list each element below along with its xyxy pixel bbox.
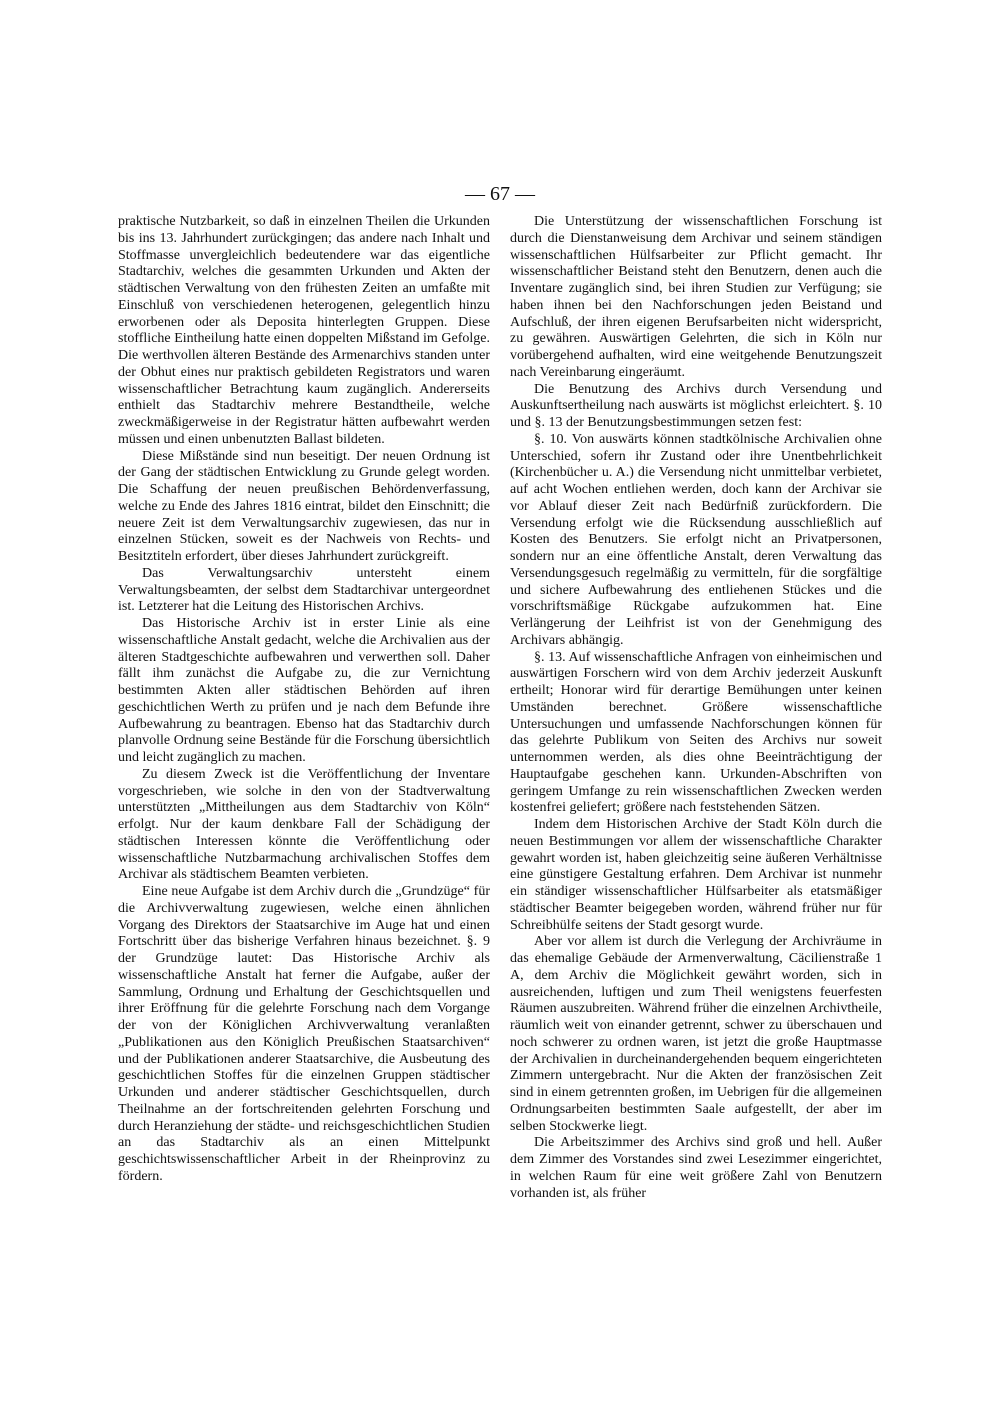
paragraph: §. 13. Auf wissenschaftliche Anfragen von einheimischen und auswärtigen Forschern wird von dem Archiv jederzeit Auskunft ertheilt; Honorar wird für derartige Bemühungen unter keinen Umständen berechnet. Größere wissenschaftliche Untersuchungen und umfassende Nachforschungen können für das gelehrte Publikum von Seiten des Archivs nur soweit unternommen werden, als dies ohne Beeinträchtigung der Hauptaufgabe geschehen kann. Urkunden-Abschriften von geringem Umfange zu rein wissenschaftlichen Zwecken werden kostenfrei geliefert; größere nach feststehenden Sätzen. <box>510 649 882 816</box>
paragraph: Das Verwaltungsarchiv untersteht einem Verwaltungsbeamten, der selbst dem Stadtarchivar untergeordnet ist. Letzterer hat die Leitung des Historischen Archivs. <box>118 565 490 615</box>
paragraph: Die Unterstützung der wissenschaftlichen Forschung ist durch die Dienstanweisung dem Archivar und seinem ständigen wissenschaftlichen Hülfsarbeiter zur Pflicht gemacht. Ihr wissenschaftlicher Beistand steht den Benutzern, denen auch die Inventare zugänglich sind, bei ihren Studien zur Verfügung; sie haben ihnen bei den Nachforschungen jeden Beistand und Aufschluß, der ihren eigenen Berufsarbeiten nicht widerspricht, zu gewähren. Auswärtigen Gelehrten, die sich in Köln nur vorübergehend aufhalten, wird eine weitgehende Benutzungszeit nach Vereinbarung eingeräumt. <box>510 214 882 380</box>
paragraph: §. 10. Von auswärts können stadtkölnische Archivalien ohne Unterschied, sofern ihr Zustand oder ihre Unentbehrlichkeit (Kirchenbücher u. A.) die Versendung nicht unmittelbar verbietet, auf acht Wochen entliehen werden, doch kann der Archivar sie vor Ablauf dieser Zeit nach Bedürfniß zurückfordern. Die Versendung erfolgt wie die Rücksendung ausschließlich auf Kosten des Benutzers. Sie erfolgt nicht an Privatpersonen, sondern nur an eine öffentliche Anstalt, deren Verwaltung das Versendungsgesuch regelmäßig zu vermitteln, für die sorgfältige und sichere Aufbewahrung des entliehenen Stückes und die vorschriftsmäßige Rückgabe aufzukommen hat. Eine Verlängerung der Leihfrist ist von der Genehmigung des Archivars abhängig. <box>510 431 882 648</box>
paragraph: praktische Nutzbarkeit, so daß in einzelnen Theilen die Urkunden bis ins 13. Jahrhundert zurückgingen; das andere nach Inhalt und Stoffmasse unvergleichlich bedeutendere war das eigentliche Stadtarchiv, welches die gesammten Urkunden und Akten der städtischen Verwaltung von den frühesten Zeiten an umfaßte mit Einschluß von verschiedenen heterogenen, gelegentlich hinzu erworbenen oder als Deposita hinterlegten Gruppen. Diese stoffliche Eintheilung hatte einen doppelten Mißstand im Gefolge. Die werthvollen älteren Bestände des Armenarchivs standen unter der Obhut eines nur praktisch gebildeten Registrators und waren wissenschaftlicher Betrachtung kaum zugänglich. Andererseits enthielt das Stadtarchiv mehrere Bestandtheile, welche zweckmäßigerweise in der Registratur hätten aufbewahrt werden müssen und einen unbenutzten Ballast bildeten. <box>118 214 490 447</box>
paragraph: Zu diesem Zweck ist die Veröffentlichung der Inventare vorgeschrieben, wie solche in den von der Stadtverwaltung unterstützten „Mittheilungen aus dem Stadtarchiv von Köln“ erfolgt. Nur der kaum denkbare Fall der Schädigung der städtischen Interessen könnte die Veröffentlichung oder wissenschaftliche Nutzbarmachung archivalischen Stoffes dem Archivar als städtischem Beamten verbieten. <box>118 766 490 883</box>
left-column <box>118 214 490 1186</box>
paragraph: Aber vor allem ist durch die Verlegung der Archivräume in das ehemalige Gebäude der Armenverwaltung, Cäcilienstraße 1 A, dem Archiv die Möglichkeit gewährt worden, sich in ausreichenden, luftigen und zum Theil wenigstens feuerfesten Räumen auszubreiten. Während früher die einzelnen Archivtheile, räumlich weit von einander getrennt, schwer zu überschauen und noch schwerer zu ordnen waren, ist jetzt die große Hauptmasse der Archivalien in durcheinandergehenden bequem eingerichteten Zimmern untergebracht. Nur die Akten der französischen Zeit sind in einem getrennten großen, im Uebrigen für die allgemeinen Ordnungsarbeiten bestimmten Saale aufgestellt, der aber im selben Stockwerke liegt. <box>510 934 882 1134</box>
paragraph: Das Historische Archiv ist in erster Linie als eine wissenschaftliche Anstalt gedacht, welche die Archivalien aus der älteren Stadtgeschichte aufbewahren und verwerthen soll. Daher fällt ihm zunächst die Aufgabe zu, die zur Vernichtung bestimmten Akten aller städtischen Behörden auf ihren geschichtlichen Werth zu prüfen und je nach dem Befunde ihre Aufbewahrung zu beantragen. Ebenso hat das Stadtarchiv durch planvolle Ordnung seine Bestände für die Forschung übersichtlich und leicht zugänglich zu machen. <box>118 616 490 765</box>
right-column <box>510 214 882 1202</box>
page-number: — 67 — <box>465 183 535 205</box>
paragraph: Die Benutzung des Archivs durch Versendung und Auskunftsertheilung nach auswärts ist möglichst erleichtert. §. 10 und §. 13 der Benutzungsbestimmungen setzen fest: <box>510 381 882 430</box>
paragraph: Diese Mißstände sind nun beseitigt. Der neuen Ordnung ist der Gang der städtischen Entwicklung zu Grunde gelegt worden. Die Schaffung der neuen preußischen Behördenverfassung, welche zu Ende des Jahres 1816 eintrat, bildet den Einschnitt; die neuere Zeit ist dem Verwaltungsarchiv zugewiesen, das nur in einzelnen Stücken, soweit es der Nachweis von Rechts- und Besitztiteln erfordert, über dieses Jahrhundert zurückgreift. <box>118 448 490 564</box>
paragraph: Indem dem Historischen Archive der Stadt Köln durch die neuen Bestimmungen vor allem der wissenschaftliche Charakter gewahrt worden ist, haben gleichzeitig seine äußeren Verhältnisse eine günstigere Gestaltung erfahren. Dem Archivar ist nunmehr ein ständiger wissenschaftlicher Hülfsarbeiter als etatsmäßiger städtischer Beamter beigegeben worden, während früher nur für Schreibhülfe seitens der Stadt gesorgt wurde. <box>510 817 882 933</box>
paragraph: Eine neue Aufgabe ist dem Archiv durch die „Grundzüge“ für die Archivverwaltung zugewiesen, welche einen ähnlichen Vorgang des Direktors der Staatsarchive im Auge hat und einen Fortschritt über das bisherige Verfahren hinaus bezeichnet. §. 9 der Grundzüge lautet: Das Historische Archiv als wissenschaftliche Anstalt hat ferner die Aufgabe, außer der Sammlung, Ordnung und Erhaltung der Geschichtsquellen und ihrer Eröffnung für die gelehrte Forschung nach dem Vorgange der von der Königlichen Archivverwaltung veranlaßten „Publikationen aus den Königlich Preußischen Staatsarchiven“ und der Publikationen anderer Staatsarchive, die Ausbeutung des geschichtlichen Stoffes für die einzelnen Gruppen städtischer Urkunden und anderer städtischer Geschichtsquellen, durch Theilnahme an der fortschreitenden gelehrten Forschung und durch Heranziehung der städte- und reichsgeschichtlichen Studien an das Stadtarchiv als an einen Mittelpunkt geschichtswissenschaftlicher Arbeit in der Rheinprovinz zu fördern. <box>118 884 490 1184</box>
paragraph: Die Arbeitszimmer des Archivs sind groß und hell. Außer dem Zimmer des Vorstandes sind zwei Lesezimmer eingerichtet, in welchen Raum für eine weit größere Zahl von Benutzern vorhanden ist, als früher <box>510 1135 882 1201</box>
